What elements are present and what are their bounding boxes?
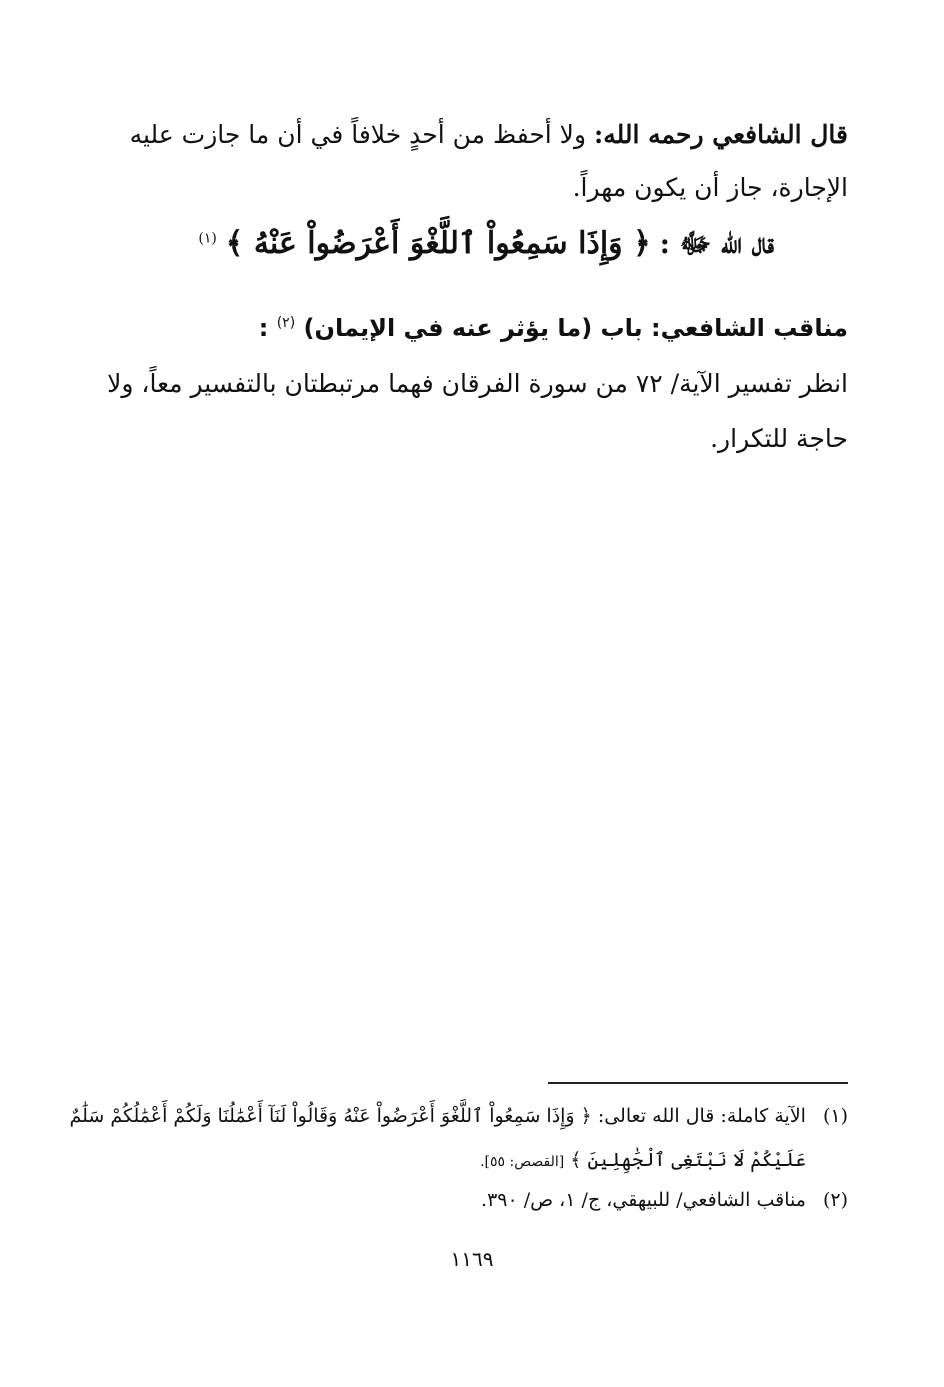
footnote-line	[69, 1094, 848, 1138]
footnote-ref-1[interactable]: (١)	[198, 230, 217, 247]
paragraph-line	[108, 108, 848, 161]
footnote-ref-2[interactable]: (٢)	[276, 315, 296, 331]
footnote-text: عَلَيْكُمْ لَا نَبْتَغِى ٱلْجَٰهِلِينَ ﴾	[570, 1149, 806, 1171]
verse-intro: قال الله ﷻ :	[659, 227, 774, 260]
paragraph-line: الإجارة، جاز أن يكون مهراً.	[572, 173, 848, 202]
heading-text: مناقب الشافعي: باب (ما يؤثر عنه في الإيمان)	[303, 314, 848, 342]
footnote-2	[108, 1182, 848, 1218]
section-heading	[148, 306, 848, 350]
footnote-line	[108, 1138, 848, 1184]
paragraph-tafsir-note	[108, 356, 848, 466]
paragraph-text: ولا أحفظ من أحدٍ خلافاً في أن ما جازت عليه	[129, 120, 587, 149]
footnote-source: [القصص: ٥٥].	[480, 1154, 565, 1170]
footnote-text: الآية كاملة: قال الله تعالى: ﴿ وَإِذَا سَمِعُواْ ٱللَّغْوَ أَعْرَضُواْ عَنْهُ وَقَالُواْ لَنَآ أَعْمَٰلُنَا وَلَكُمْ أَعْمَٰلُكُمْ سَلَٰمٌ	[69, 1105, 806, 1127]
paragraph-line: انظر تفسير الآية/ ٧٢ من سورة الفرقان فهما مرتبطتان بالتفسير معاً، ولا	[107, 369, 848, 398]
page-number: ١١٦٩	[450, 1247, 494, 1271]
footnote-text: مناقب الشافعي/ للبيهقي، ج/ ١، ص/ ٣٩٠.	[481, 1189, 806, 1211]
footnote-1	[69, 1094, 848, 1184]
paragraph-line: حاجة للتكرار.	[710, 424, 848, 453]
footnote-divider	[548, 1082, 848, 1084]
footnote-number: (٢)	[822, 1189, 848, 1211]
speaker-label: قال الشافعي رحمه الله:	[593, 120, 848, 149]
footnote-number: (١)	[822, 1105, 848, 1127]
heading-suffix: :	[258, 314, 269, 342]
quran-verse: ﴿ وَإِذَا سَمِعُواْ ٱللَّغْوَ أَعْرَضُواْ عَنْهُ ﴾	[225, 226, 651, 261]
quran-verse-line	[134, 222, 774, 266]
paragraph-shafii-quote	[108, 108, 848, 214]
